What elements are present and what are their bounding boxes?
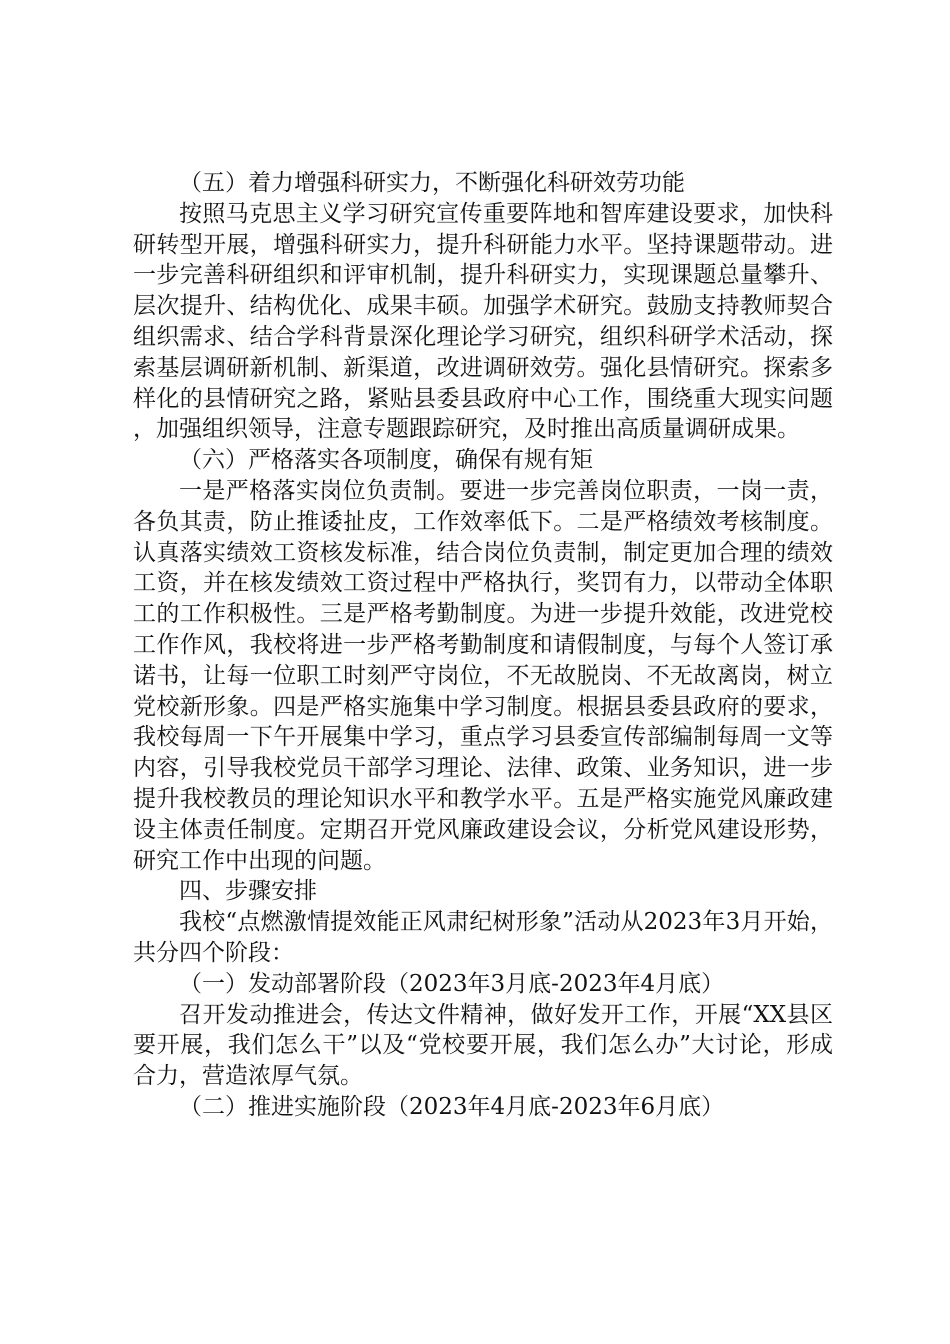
- section-heading-5: （五）着力增强科研实力，不断强化科研效劳功能: [179, 170, 685, 196]
- paragraph-research: 按照马克思主义学习研究宣传重要阵地和智库建设要求，加快科研转型开展，增强科研实力，提升科研能力水平。坚持课题带动。进一步完善科研组织和评审机制，提升科研实力，实现课题总量攀升、层次提升、结构优化、成果丰硕。加强学术研究。鼓励支持教师契合组织需求、结合学科背景深化理论学习研究，组织科研学术活动，探索基层调研新机制、新渠道，改进调研效劳。强化县情研究。探索多样化的县情研究之路，紧贴县委县政府中心工作，围绕重大现实问题，加强组织领导，注意专题跟踪研究，及时推出高质量调研成果。: [133, 200, 833, 443]
- stage-heading-2: （二）推进实施阶段（2023年4月底-2023年6月底）: [179, 1093, 725, 1120]
- section-heading-steps: 四、步骤安排: [179, 878, 317, 905]
- paragraph-stage-1: 召开发动推进会，传达文件精神，做好发开工作，开展“XX县区要开展，我们怎么干”以及“党校要开展，我们怎么办”大讨论，形成合力，营造浓厚气氛。: [133, 1001, 833, 1090]
- document-body: [133, 168, 833, 1123]
- stage-heading-1: （一）发动部署阶段（2023年3月底-2023年4月底）: [179, 970, 725, 997]
- paragraph-systems: 一是严格落实岗位负责制。要进一步完善岗位职责，一岗一责，各负其责，防止推诿扯皮，工作效率低下。二是严格绩效考核制度。认真落实绩效工资核发标准，结合岗位负责制，制定更加合理的绩效工资，并在核发绩效工资过程中严格执行，奖罚有力，以带动全体职工的工作积极性。三是严格考勤制度。为进一步提升效能，改进党校工作作风，我校将进一步严格考勤制度和请假制度，与每个人签订承诺书，让每一位职工时刻严守岗位，不无故脱岗、不无故离岗，树立党校新形象。四是严格实施集中学习制度。根据县委县政府的要求，我校每周一下午开展集中学习，重点学习县委宣传部编制每周一文等内容，引导我校党员干部学习理论、法律、政策、业务知识，进一步提升我校教员的理论知识水平和教学水平。五是严格实施党风廉政建设主体责任制度。定期召开党风廉政建设会议，分析党风建设形势，研究工作中出现的问题。: [133, 477, 833, 874]
- section-heading-6: （六）严格落实各项制度，确保有规有矩: [179, 447, 593, 474]
- paragraph-steps-intro: 我校“点燃激情提效能正风肃纪树形象”活动从2023年3月开始，共分四个阶段：: [133, 909, 833, 966]
